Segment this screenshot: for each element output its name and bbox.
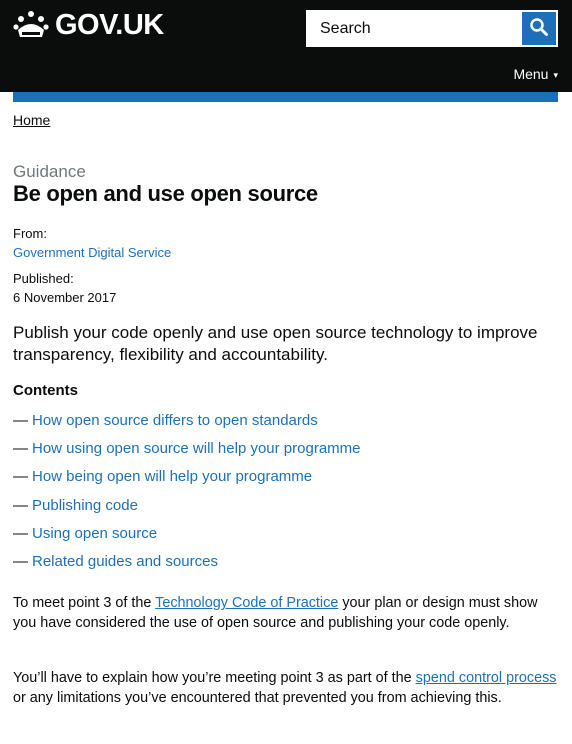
dash: —	[13, 440, 28, 458]
body-text: You’ll have to explain how you’re meeting point 3 as part of the	[13, 670, 416, 686]
dash: —	[13, 552, 28, 570]
page-caption: Guidance	[13, 162, 86, 181]
search-input[interactable]	[306, 10, 522, 47]
contents-link[interactable]: How open source differs to open standards	[32, 412, 318, 429]
contents-link[interactable]: Related guides and sources	[32, 552, 218, 570]
menu-label: Menu	[513, 66, 549, 82]
crown-icon	[13, 10, 49, 40]
dash: —	[13, 524, 28, 542]
contents-link[interactable]: Using open source	[32, 524, 158, 542]
body-text: To meet point 3 of the	[13, 595, 156, 611]
technology-code-link[interactable]: Technology Code of Practice	[155, 595, 339, 611]
body-paragraph	[13, 668, 559, 708]
contents-list	[13, 412, 361, 581]
contents-link[interactable]: How being open will help your programme	[32, 468, 313, 486]
search-button[interactable]	[522, 10, 558, 47]
body-text: or any limitations you’ve encountered that prevented you from achieving this.	[13, 690, 502, 706]
contents-link[interactable]: Publishing code	[32, 496, 138, 514]
breadcrumb	[13, 112, 50, 128]
from-label: From:	[13, 226, 47, 241]
logo-text: GOV.UK	[55, 9, 164, 41]
contents-heading: Contents	[13, 382, 78, 399]
contents-item	[13, 412, 361, 440]
contents-item	[13, 440, 361, 468]
search-icon	[529, 17, 549, 40]
page-title: Be open and use open source	[13, 181, 318, 206]
contents-item	[13, 497, 361, 525]
search-form	[306, 10, 558, 47]
contents-link[interactable]: How using open source will help your programme	[32, 440, 361, 458]
metadata-published	[13, 269, 116, 307]
menu-button[interactable]	[513, 66, 558, 82]
contents-item	[13, 468, 361, 496]
published-label: Published:	[13, 271, 74, 286]
contents-item	[13, 553, 361, 581]
spend-control-link[interactable]: spend control process	[415, 670, 557, 686]
lead-paragraph: Publish your code openly and use open source technology to improve transparency, flexibility and accountability.	[13, 323, 538, 364]
chevron-down-icon: ▾	[553, 69, 558, 80]
published-date: 6 November 2017	[13, 290, 117, 305]
site-header	[0, 0, 572, 92]
govuk-logo-link[interactable]	[13, 8, 164, 42]
organisation-link[interactable]: Government Digital Service	[13, 245, 172, 260]
dash: —	[13, 468, 28, 486]
dash: —	[13, 412, 28, 429]
dash: —	[13, 496, 28, 514]
breadcrumb-home-link[interactable]: Home	[13, 112, 51, 128]
contents-item	[13, 525, 361, 553]
metadata-from	[13, 224, 171, 262]
header-accent-bar	[13, 92, 558, 102]
body-paragraph	[13, 593, 559, 633]
body-text: your plan or design must show you have considered the use of open source and publishing your code openly.	[13, 595, 538, 631]
